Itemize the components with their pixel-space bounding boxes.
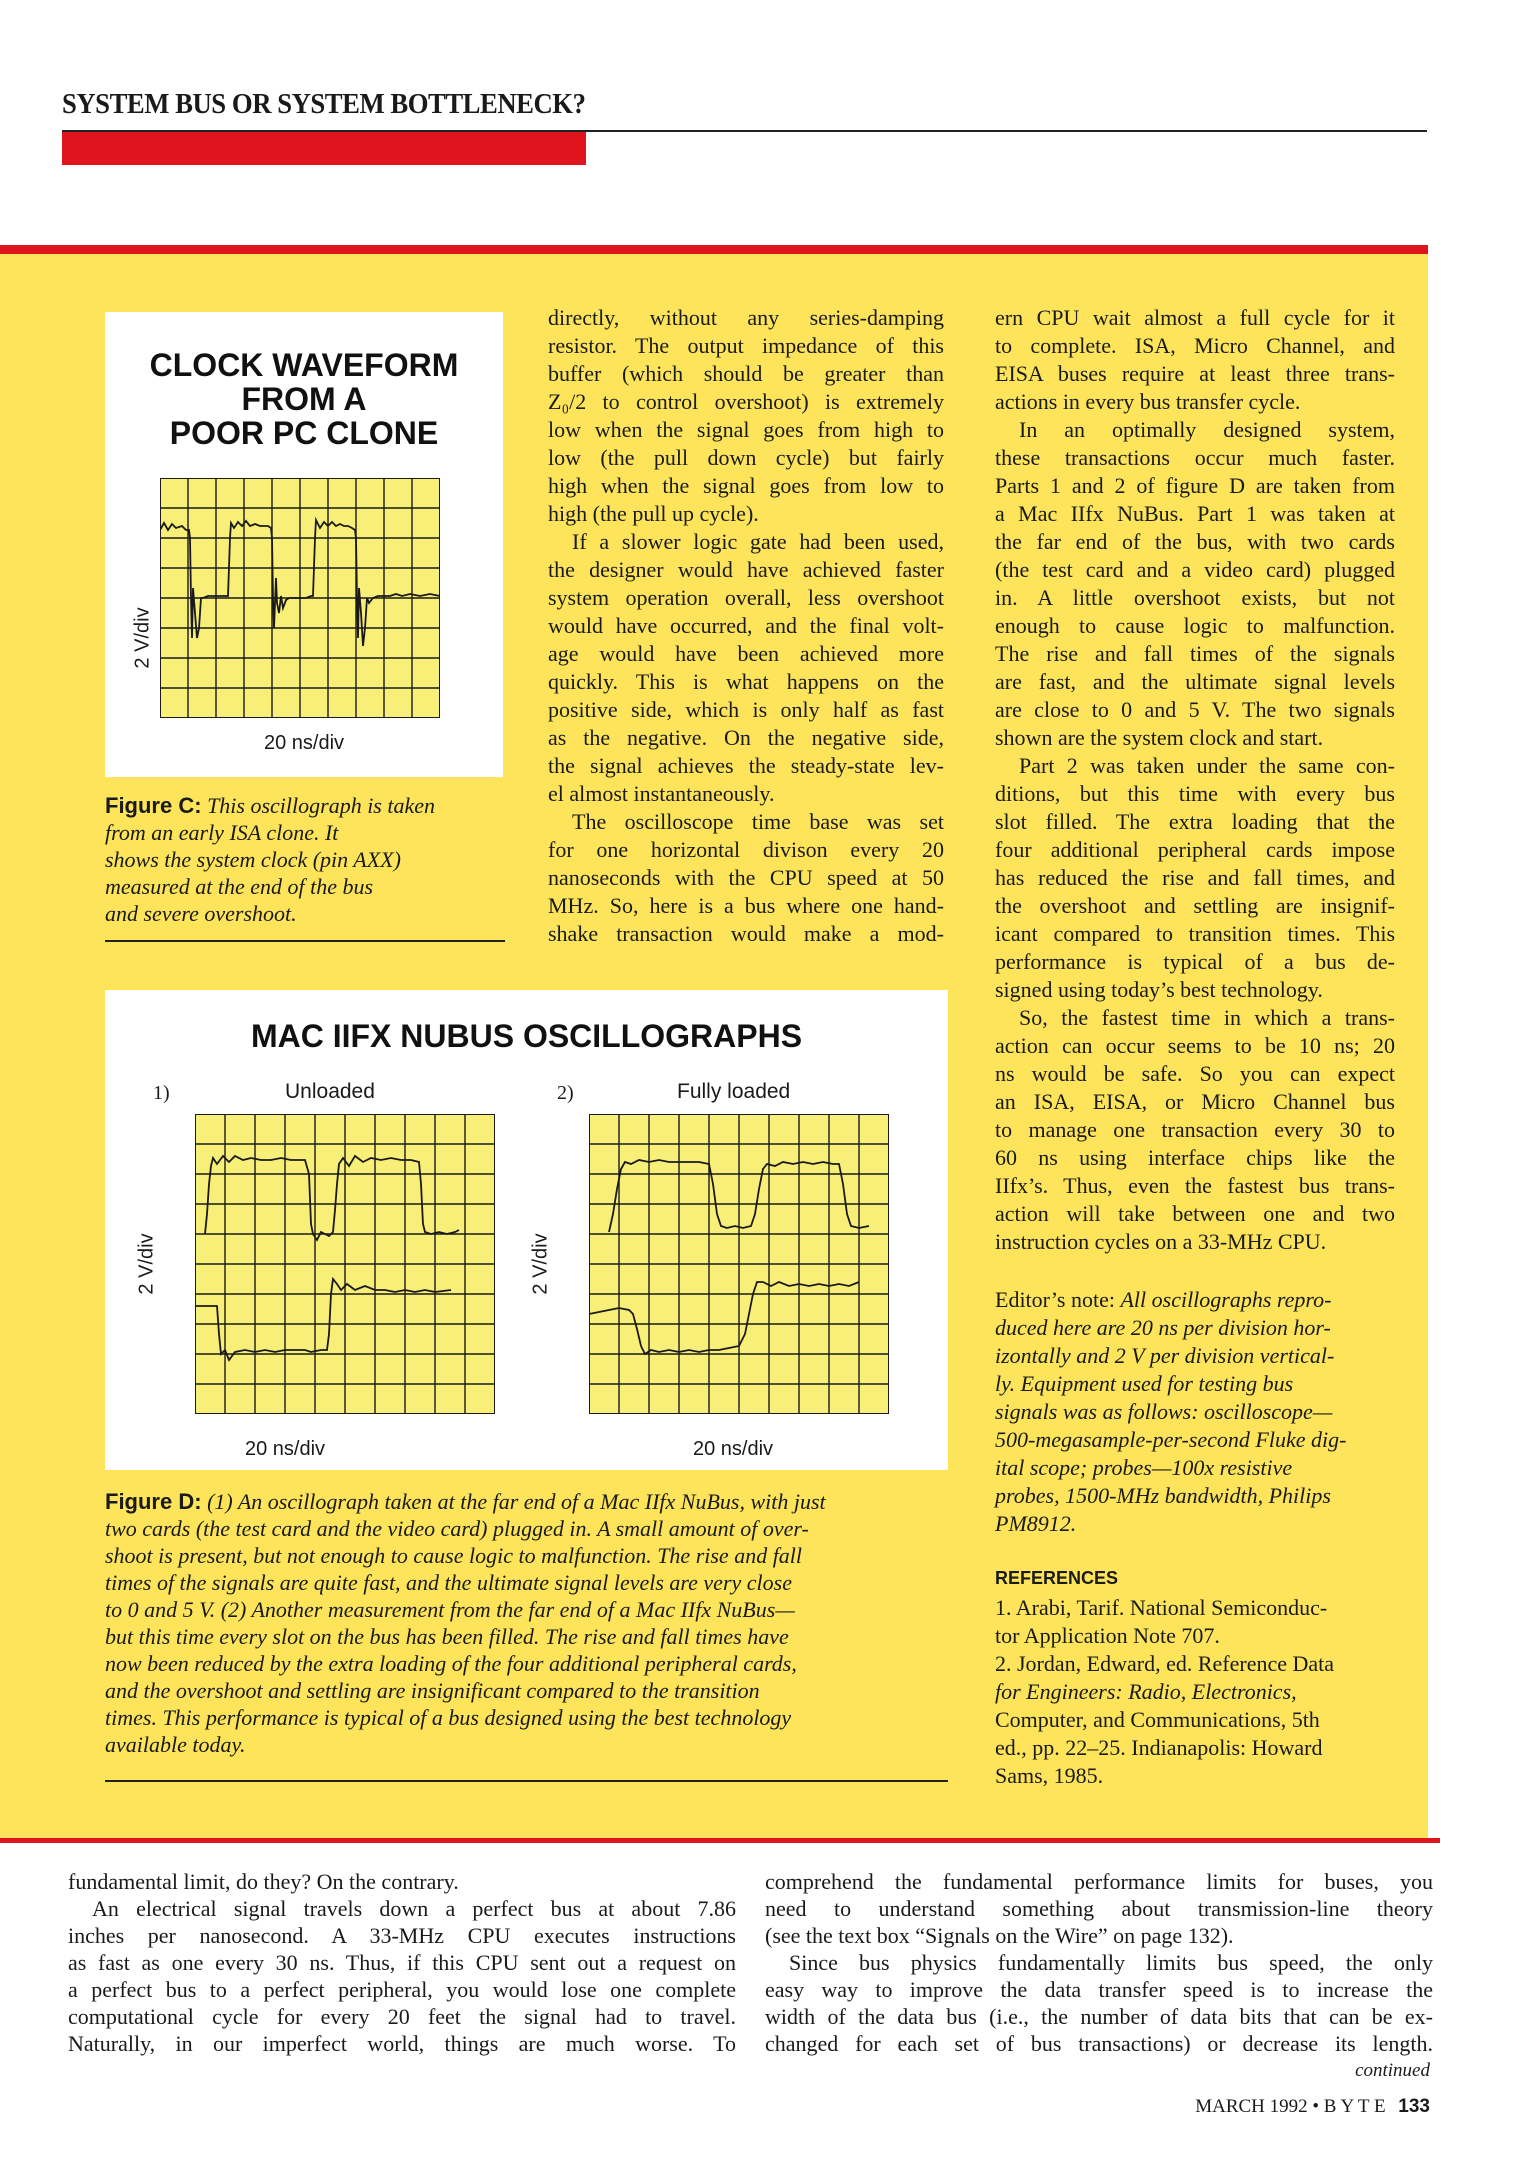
figure-c-box — [105, 312, 503, 777]
figure-c-title-line: POOR PC CLONE — [169, 415, 439, 451]
caption-line: and severe overshoot. — [105, 901, 297, 926]
text-line: quickly. This is what happens on the — [548, 669, 944, 694]
note-line: signals was as follows: oscilloscope— — [995, 1399, 1333, 1424]
figure-c-x-axis-label: 20 ns/div — [263, 732, 345, 754]
reference-line: Computer, and Communications, 5th — [995, 1707, 1320, 1732]
figure-c-caption-label: Figure C: — [105, 793, 202, 818]
text-line: So, the fastest time in which a trans- — [1019, 1005, 1395, 1030]
continued-label: continued — [1355, 2060, 1430, 2081]
body-text-left — [68, 1868, 736, 2057]
plot-2-y-axis-label — [499, 1114, 579, 1414]
note-line: ly. Equipment used for testing bus — [995, 1371, 1294, 1396]
text-line: low (the pull down cycle) but fairly — [548, 445, 944, 470]
folio — [1000, 2096, 1430, 2118]
plot-2-oscillograph — [589, 1114, 889, 1414]
text-line: width of the data bus (i.e., the number of data bits that can be ex- — [765, 2004, 1433, 2029]
note-line: probes, 1500-MHz bandwidth, Philips — [995, 1483, 1331, 1508]
figure-c-caption-rule — [105, 940, 505, 942]
text-line: action can occur seems to be 10 ns; 20 — [995, 1033, 1395, 1058]
text-line: Since bus physics fundamentally limits bus speed, the only — [789, 1950, 1433, 1975]
figure-d-caption — [105, 1488, 948, 1758]
text-line: directly, without any series-damping — [548, 305, 944, 330]
text-line: slot filled. The extra loading that the — [995, 809, 1395, 834]
body-text-right — [765, 1868, 1433, 2057]
caption-line: (1) An oscillograph taken at the far end of a Mac IIfx NuBus, with just — [207, 1489, 826, 1514]
text-line: for one horizontal divison every 20 — [548, 837, 944, 862]
caption-line: and the overshoot and settling are insignificant compared to the transition — [105, 1678, 760, 1703]
text-line: nanoseconds with the CPU speed at 50 — [548, 865, 944, 890]
caption-line: to 0 and 5 V. (2) Another measurement from the far end of a Mac IIfx NuBus— — [105, 1597, 795, 1622]
text-line: need to understand something about transmission-line theory — [765, 1896, 1433, 1921]
figure-c-title-line: CLOCK WAVEFORM — [149, 347, 459, 383]
text-line: Parts 1 and 2 of figure D are taken from — [995, 473, 1395, 498]
text-line: system operation overall, less overshoot — [548, 585, 944, 610]
text-line: enough to cause logic to malfunction. — [995, 613, 1395, 638]
running-header: SYSTEM BUS OR SYSTEM BOTTLENECK? — [62, 88, 586, 120]
text-line: (see the text box “Signals on the Wire” on page 132). — [765, 1923, 1234, 1948]
text-line: 60 ns using interface chips like the — [995, 1145, 1395, 1170]
plot-2-label: Fully loaded — [677, 1080, 791, 1103]
reference-line: 2. Jordan, Edward, ed. Reference Data — [995, 1651, 1335, 1676]
figure-d-title: MAC IIFX NUBUS OSCILLOGRAPHS — [250, 1018, 803, 1054]
text-line: signed using today’s best technology. — [995, 977, 1323, 1002]
text-line: an ISA, EISA, or Micro Channel bus — [995, 1089, 1395, 1114]
note-line: All oscillographs repro- — [1120, 1287, 1332, 1312]
text-line: (the test card and a video card) plugged — [995, 557, 1395, 582]
plot-1-oscillograph — [195, 1114, 495, 1414]
text-line: has reduced the rise and fall times, and — [995, 865, 1395, 890]
issue-date: MARCH 1992 • B Y T E — [1195, 2096, 1386, 2117]
caption-line: but this time every slot on the bus has been filled. The rise and fall times have — [105, 1624, 789, 1649]
text-line: ern CPU wait almost a full cycle for it — [995, 305, 1395, 330]
text-line: to manage one transaction every 30 to — [995, 1117, 1395, 1142]
text-line: comprehend the fundamental performance limits for buses, you — [765, 1869, 1433, 1894]
reference-line: for Engineers: Radio, Electronics, — [995, 1679, 1297, 1704]
editors-note — [995, 1286, 1395, 1538]
caption-line: shoot is present, but not enough to cause logic to malfunction. The rise and fall — [105, 1543, 803, 1568]
figure-c-caption — [105, 792, 505, 927]
text-line: The rise and fall times of the signals — [995, 641, 1395, 666]
text-line: The oscilloscope time base was set — [572, 809, 944, 834]
text-line: changed for each set of bus transactions) or decrease its length. — [765, 2031, 1433, 2056]
text-line: instruction cycles on a 33-MHz CPU. — [995, 1229, 1327, 1254]
plot-1-number: 1) — [153, 1082, 170, 1104]
text-line: would have occurred, and the final volt- — [548, 613, 944, 638]
text-line: are close to 0 and 5 V. The two signals — [995, 697, 1395, 722]
text-line: icant compared to transition times. This — [995, 921, 1395, 946]
header-red-bar — [62, 132, 586, 165]
text-line: fundamental limit, do they? On the contrary. — [68, 1869, 459, 1894]
y-axis-label: 2 V/div — [135, 1233, 158, 1295]
text-line: el almost instantaneously. — [548, 781, 775, 806]
note-line: PM8912. — [995, 1511, 1077, 1536]
text-line: easy way to improve the data transfer speed is to increase the — [765, 1977, 1433, 2002]
text-line: low when the signal goes from high to — [548, 417, 944, 442]
right-column — [995, 304, 1395, 1256]
caption-line: times of the signals are quite fast, and the ultimate signal levels are very close — [105, 1570, 792, 1595]
text-line: resistor. The output impedance of this — [548, 333, 944, 358]
text-line: shown are the system clock and start. — [995, 725, 1324, 750]
text-line: high (the pull up cycle). — [548, 501, 759, 526]
text-line: In an optimally designed system, — [1019, 417, 1395, 442]
text-line: Naturally, in our imperfect world, things are much worse. To — [68, 2031, 736, 2056]
text-line: buffer (which should be greater than — [548, 361, 944, 386]
text-line: ditions, but this time with every bus — [995, 781, 1395, 806]
plot-1-y-axis-label — [105, 1114, 185, 1414]
text-line: IIfx’s. Thus, even the fastest bus trans- — [995, 1173, 1395, 1198]
text-line: MHz. So, here is a bus where one hand- — [548, 893, 944, 918]
text-line: as the negative. On the negative side, — [548, 725, 944, 750]
reference-line: tor Application Note 707. — [995, 1623, 1220, 1648]
text-line: a Mac IIfx NuBus. Part 1 was taken at — [995, 501, 1395, 526]
text-line: a perfect bus to a perfect peripheral, you would lose one complete — [68, 1977, 736, 2002]
text-line: the overshoot and settling are insignif- — [995, 893, 1395, 918]
reference-line: ed., pp. 22–25. Indianapolis: Howard — [995, 1735, 1323, 1760]
editors-note-label: Editor’s note: — [995, 1287, 1115, 1312]
middle-column — [548, 304, 944, 948]
text-line: action will take between one and two — [995, 1201, 1395, 1226]
caption-line: This oscillograph is taken — [207, 793, 436, 818]
text-line: four additional peripheral cards impose — [995, 837, 1395, 862]
text-line: If a slower logic gate had been used, — [572, 529, 944, 554]
text-line: are fast, and the ultimate signal levels — [995, 669, 1395, 694]
text-line: Z₀/2 to control overshoot) is extremely — [548, 389, 944, 414]
plot-1-label: Unloaded — [285, 1080, 375, 1103]
references-heading: REFERENCES — [995, 1568, 1119, 1588]
figure-d-caption-rule — [105, 1780, 948, 1782]
note-line: 500-megasample-per-second Fluke dig- — [995, 1427, 1347, 1452]
text-line: the designer would have achieved faster — [548, 557, 944, 582]
note-line: ital scope; probes—100x resistive — [995, 1455, 1293, 1480]
panel-bottom-rule — [0, 1838, 1440, 1843]
caption-line: times. This performance is typical of a bus designed using the best technology — [105, 1705, 792, 1730]
text-line: high when the signal goes from low to — [548, 473, 944, 498]
text-line: inches per nanosecond. A 33-MHz CPU executes instructions — [68, 1923, 736, 1948]
text-line: the signal achieves the steady-state lev- — [548, 753, 944, 778]
reference-line: Sams, 1985. — [995, 1763, 1104, 1788]
text-line: age would have been achieved more — [548, 641, 944, 666]
text-line: An electrical signal travels down a perfect bus at about 7.86 — [92, 1896, 736, 1921]
references-list — [995, 1594, 1395, 1790]
text-line: actions in every bus transfer cycle. — [995, 389, 1301, 414]
figure-c-y-axis-label — [105, 558, 155, 718]
caption-line: from an early ISA clone. It — [105, 820, 339, 845]
plot-2-x-axis-label: 20 ns/div — [693, 1438, 774, 1460]
note-line: duced here are 20 ns per division hor- — [995, 1315, 1331, 1340]
panel-top-rule — [0, 245, 1428, 254]
note-line: izontally and 2 V per division vertical- — [995, 1343, 1335, 1368]
text-line: shake transaction would make a mod- — [548, 921, 944, 946]
text-line: these transactions occur much faster. — [995, 445, 1395, 470]
caption-line: measured at the end of the bus — [105, 874, 374, 899]
text-line: computational cycle for every 20 feet the signal had to travel. — [68, 2004, 736, 2029]
reference-line: 1. Arabi, Tarif. National Semiconduc- — [995, 1595, 1328, 1620]
text-line: Part 2 was taken under the same con- — [1019, 753, 1395, 778]
figure-c-oscillograph — [160, 478, 440, 718]
text-line: performance is typical of a bus de- — [995, 949, 1395, 974]
text-line: EISA buses require at least three trans- — [995, 361, 1395, 386]
y-axis-label: 2 V/div — [131, 607, 154, 669]
text-line: positive side, which is only half as fast — [548, 697, 944, 722]
figure-d-box — [105, 990, 948, 1470]
caption-line: now been reduced by the extra loading of the four additional peripheral cards, — [105, 1651, 797, 1676]
figure-c-title — [105, 348, 503, 450]
caption-line: two cards (the test card and the video card) plugged in. A small amount of over- — [105, 1516, 809, 1541]
plot-2-number: 2) — [557, 1082, 574, 1104]
caption-line: available today. — [105, 1732, 246, 1757]
y-axis-label: 2 V/div — [529, 1233, 552, 1295]
text-line: in. A little overshoot exists, but not — [995, 585, 1395, 610]
text-line: as fast as one every 30 ns. Thus, if this CPU sent out a request on — [68, 1950, 736, 1975]
text-line: ns would be safe. So you can expect — [995, 1061, 1395, 1086]
caption-line: shows the system clock (pin AXX) — [105, 847, 401, 872]
text-line: the far end of the bus, with two cards — [995, 529, 1395, 554]
page-number: 133 — [1398, 2096, 1430, 2117]
plot-1-x-axis-label: 20 ns/div — [245, 1438, 326, 1460]
figure-d-caption-label: Figure D: — [105, 1489, 202, 1514]
figure-c-title-line: FROM A — [241, 381, 367, 417]
text-line: to complete. ISA, Micro Channel, and — [995, 333, 1395, 358]
